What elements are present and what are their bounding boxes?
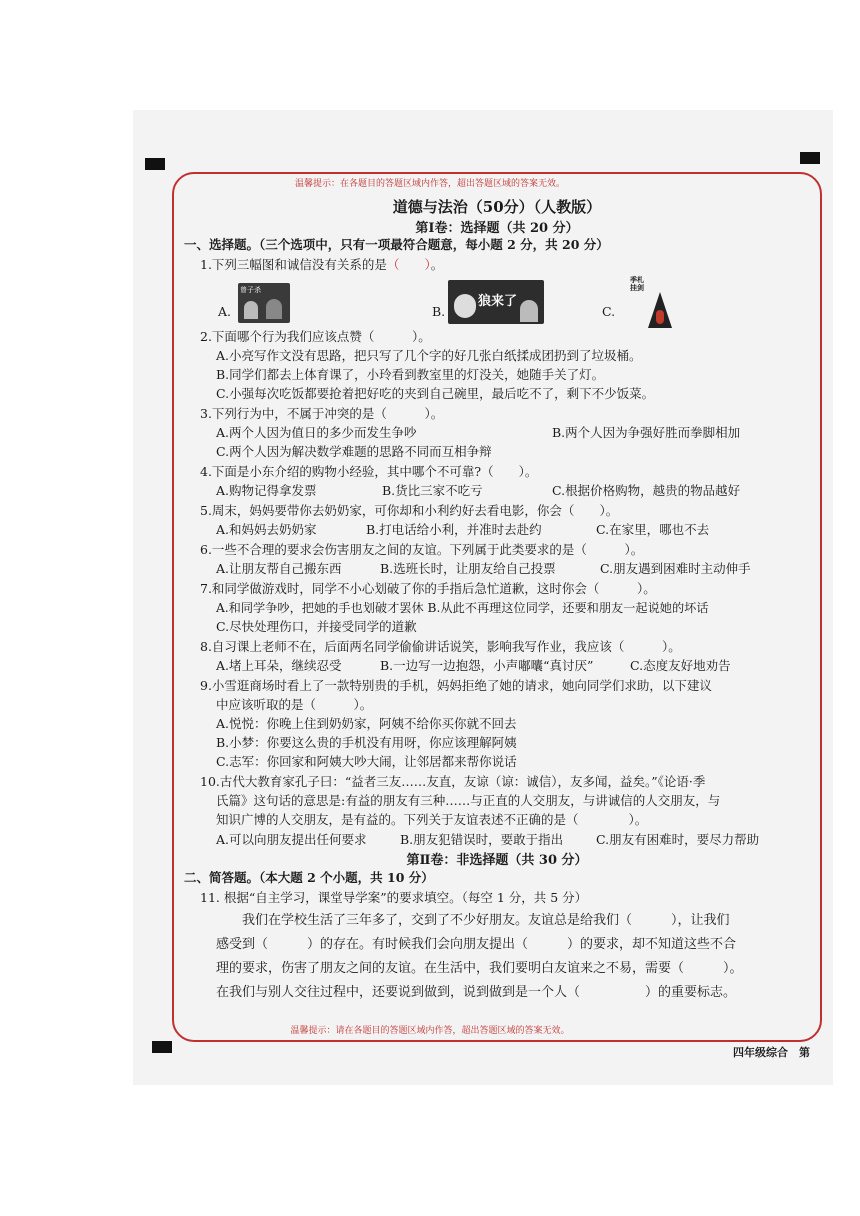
footer-hint: 温馨提示：请在各题目的答题区域内作答，超出答题区域的答案无效。 [290, 1026, 570, 1036]
q4-option-c: C.根据价格购物，越贵的物品越好 [552, 483, 741, 498]
q2-option-b: B.同学们都去上体育课了，小玲看到教室里的灯没关，她随手关了灯。 [216, 367, 605, 382]
q10-option-a: A.可以向朋友提出任何要求 [216, 832, 367, 847]
q11-paragraph-line3: 理的要求，伤害了朋友之间的友谊。在生活中，我们要明白友谊来之不易，需要（ ）。 [216, 961, 743, 976]
q9-stem-line1: 9.小雪逛商场时看上了一款特别贵的手机，妈妈拒绝了她的请求，她向同学们求助，以下建议 [200, 678, 712, 693]
q1-option-a-image [238, 283, 290, 323]
q11-paragraph-line1: 我们在学校生活了三年多了，交到了不少好朋友。友谊总是给我们（ ），让我们 [242, 913, 730, 928]
q8-stem: 8.自习课上老师不在，后面两名同学偷偷讲话说笑，影响我写作业，我应该（ ）。 [200, 639, 681, 654]
q10-option-b: B.朋友犯错误时，要敢于指出 [400, 832, 564, 847]
q9-option-c: C.志军：你回家和阿姨大吵大闹，让邻居都来帮你说话 [216, 754, 517, 769]
q1-option-c-image-detail [656, 310, 664, 324]
q10-stem-line1: 10.古代大教育家孔子曰：“益者三友……友直，友谅（谅：诚信），友多闻，益矣。”《论语·季 [200, 774, 706, 789]
q1-option-b-label: B. [432, 304, 446, 319]
q9-stem-line2: 中应该听取的是（ ）。 [216, 697, 373, 712]
q10-option-c: C.朋友有困难时，要尽力帮助 [596, 832, 760, 847]
q1-option-c-label: C. [602, 304, 616, 319]
q1-stem: 1.下列三幅图和诚信没有关系的是（ ）。 [200, 257, 444, 272]
q5-option-a: A.和妈妈去奶奶家 [216, 522, 317, 537]
q2-option-c: C.小强每次吃饭都要抢着把好吃的夹到自己碗里，最后吃不了，剩下不少饭菜。 [216, 386, 655, 401]
q8-option-a: A.堵上耳朵，继续忍受 [216, 658, 342, 673]
q6-stem: 6.一些不合理的要求会伤害朋友之间的友谊。下列属于此类要求的是（ ）。 [200, 542, 644, 557]
q1-image-c-caption: 季札挂剑 [630, 275, 644, 292]
q1-option-a-label: A. [218, 304, 232, 319]
q6-option-c: C.朋友遇到困难时主动伸手 [600, 561, 751, 576]
q1-blank: （ ） [386, 257, 431, 272]
page-footer: 四年级综合 第 [733, 1046, 810, 1059]
q10-stem-line3: 知识广博的人交朋友，是有益的。下列关于友谊表述不正确的是（ ）。 [216, 812, 648, 827]
q11-paragraph-line4: 在我们与别人交往过程中，还要说到做到，说到做到是一个人（ ）的重要标志。 [216, 985, 737, 1000]
q8-option-c: C.态度友好地劝告 [630, 658, 731, 673]
q2-option-a: A.小亮写作文没有思路，把只写了几个字的好几张白纸揉成团扔到了垃圾桶。 [216, 348, 642, 363]
q10-stem-line2: 氏篇》这句话的意思是:有益的朋友有三种……与正直的人交朋友，与讲诚信的人交朋友，与 [216, 793, 721, 808]
exam-title: 道德与法治（50分）（人教版） [392, 198, 602, 216]
q4-stem: 4.下面是小东介绍的购物小经验，其中哪个不可靠?（ ）。 [200, 464, 538, 479]
q4-option-a: A.购物记得拿发票 [216, 483, 317, 498]
section1-heading: 一、选择题。（三个选项中，只有一项最符合题意，每小题 2 分，共 20 分） [184, 237, 609, 252]
header-hint: 温馨提示：在各题目的答题区域内作答，超出答题区域的答案无效。 [294, 179, 565, 189]
q11-stem: 11. 根据“自主学习，课堂导学案”的要求填空。（每空 1 分，共 5 分） [200, 890, 588, 905]
q6-option-a: A.让朋友帮自己搬东西 [216, 561, 342, 576]
q7-option-c: C.尽快处理伤口，并接受同学的道歉 [216, 619, 417, 634]
q5-option-b: B.打电话给小利，并准时去赴约 [366, 522, 542, 537]
q7-option-ab: A.和同学争吵，把她的手也划破才罢休 B.从此不再理这位同学，还要和朋友一起说她的坏话 [216, 601, 709, 615]
q9-option-b: B.小梦：你要这么贵的手机没有用呀，你应该理解阿姨 [216, 735, 517, 750]
q1-image-a-caption: 曾子杀 [240, 286, 261, 294]
section2-heading: 二、简答题。（本大题 2 个小题，共 10 分） [184, 870, 434, 885]
q2-stem: 2.下面哪个行为我们应该点赞（ ）。 [200, 329, 431, 344]
q9-option-a: A.悦悦：你晚上住到奶奶家，阿姨不给你买你就不回去 [216, 716, 517, 731]
q5-option-c: C.在家里，哪也不去 [596, 522, 710, 537]
part2-title: 第Ⅱ卷：非选择题（共 30 分） [406, 853, 588, 868]
q3-option-b: B.两个人因为争强好胜而拳脚相加 [552, 425, 741, 440]
q11-paragraph-line2: 感受到（ ）的存在。有时候我们会向朋友提出（ ）的要求，却不知道这些不合 [216, 937, 737, 952]
q4-option-b: B.货比三家不吃亏 [382, 483, 483, 498]
registration-mark-bottom-left [152, 1041, 172, 1053]
q3-option-a: A.两个人因为值日的多少而发生争吵 [216, 425, 417, 440]
q1-option-b-image [448, 280, 544, 324]
q3-option-c: C.两个人因为解决数学难题的思路不同而互相争辩 [216, 444, 492, 459]
registration-mark-top-right [800, 152, 820, 164]
q5-stem: 5.周末，妈妈要带你去奶奶家，可你却和小利约好去看电影，你会（ ）。 [200, 503, 619, 518]
q3-stem: 3.下列行为中，不属于冲突的是（ ）。 [200, 406, 444, 421]
q6-option-b: B.选班长时，让朋友给自己投票 [380, 561, 556, 576]
q7-stem: 7.和同学做游戏时，同学不小心划破了你的手指后急忙道歉，这时你会（ ）。 [200, 581, 656, 596]
q1-image-b-caption: 狼来了 [478, 294, 518, 309]
registration-mark-top-left [145, 158, 165, 170]
part1-title: 第Ⅰ卷：选择题（共 20 分） [415, 221, 579, 236]
q8-option-b: B.一边写一边抱怨，小声嘟囔“真讨厌” [380, 658, 594, 673]
